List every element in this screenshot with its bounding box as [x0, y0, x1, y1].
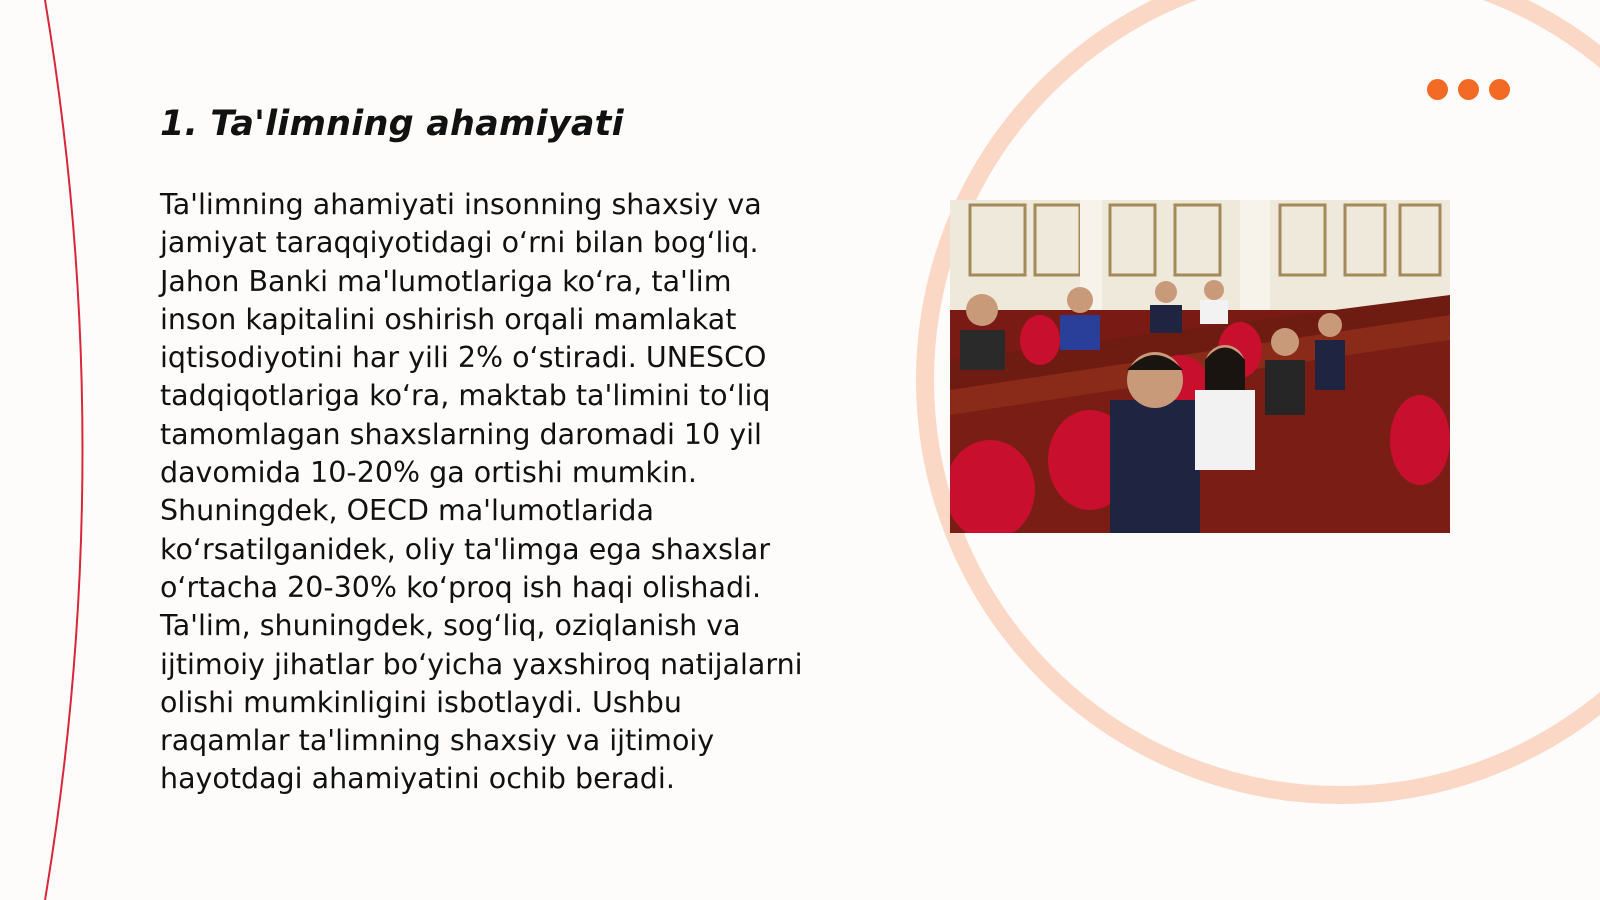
dot-icon	[1458, 79, 1479, 100]
three-dots-decoration	[1427, 79, 1510, 100]
slide-body-text: Ta'limning ahamiyati insonning shaxsiy va jamiyat taraqqiyotidagi oʻrni bilan bogʻliq. Jahon Banki ma'lumotlariga koʻra, ta'lim inson kapitalini oshirish orqali mamlakat iqtisodiyotini har yili 2% oʻstiradi. UNESCO tadqiqotlariga koʻra, maktab ta'limini toʻliq tamomlagan shaxslarning daromadi 10 yil davomida 10-20% ga ortishi mumkin. Shuningdek, OECD ma'lumotlarida koʻrsatilganidek, oliy ta'limga ega shaxslar oʻrtacha 20-30% koʻproq ish haqi olishadi. Ta'lim, shuningdek, sogʻliq, oziqlanish va ijtimoiy jihatlar boʻyicha yaxshiroq natijalarni olishi mumkinligini isbotlaydi. Ushbu raqamlar ta'limning shaxsiy va ijtimoiy hayotdagi ahamiyatini ochib beradi.	[160, 188, 803, 796]
slide-title: 1. Ta'limning ahamiyati	[160, 104, 624, 144]
dot-icon	[1427, 79, 1448, 100]
dot-icon	[1489, 79, 1510, 100]
students-photo	[950, 200, 1450, 533]
left-curve-line	[45, 0, 83, 900]
